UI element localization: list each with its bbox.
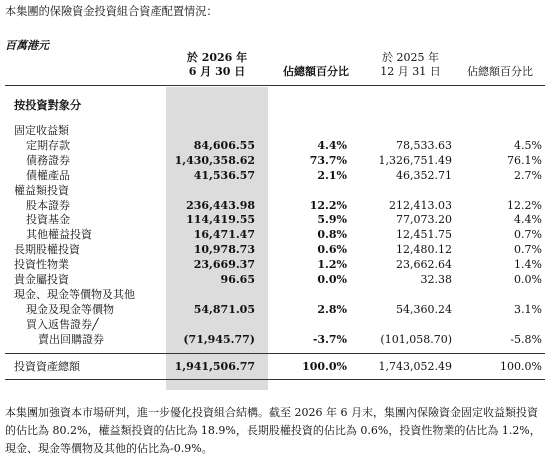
pct-2025: 4.4%: [514, 213, 542, 227]
row-label: 定期存款: [26, 138, 70, 152]
value-2026: 236,443.98: [186, 198, 255, 212]
value-2025: 46,352.71: [396, 168, 452, 182]
row-label: 其他權益投資: [26, 228, 92, 242]
value-2025: 12,480.12: [396, 243, 452, 257]
pct-2026: 2.8%: [317, 302, 347, 316]
value-2025: 78,533.63: [396, 138, 452, 152]
pct-2026: 73.7%: [309, 153, 347, 167]
header-2025: [362, 51, 459, 79]
pct-2025: 4.5%: [514, 138, 542, 152]
pct-2026: 4.4%: [317, 138, 347, 152]
value-2026: 10,978.73: [193, 243, 255, 257]
table-row: [0, 213, 550, 227]
header-rule: [5, 85, 545, 86]
header-2026-line1: 於 2026 年: [186, 51, 248, 64]
value-2026: 114,419.55: [186, 213, 255, 227]
row-label: 債權產品: [26, 168, 70, 182]
row-label: 固定收益類: [14, 124, 69, 137]
pct-2026: 1.2%: [317, 258, 347, 272]
value-2026: 1,430,358.62: [174, 153, 255, 167]
value-2025: 12,451.75: [396, 228, 452, 242]
value-2026: 16,471.47: [193, 228, 255, 242]
row-label: 債務證券: [26, 153, 70, 167]
row-label: 現金、現金等價物及其他: [14, 287, 135, 301]
commentary-paragraph: 本集團加強資本市場研判，進一步優化投資組合結構。截至 2026 年 6 月末，集團內保險資金固定收益類投資的佔比為 80.2%，權益類投資的佔比為 18.9%，長期股權投資的佔比為 0.6%，投資性物業的佔比為 1.2%，現金、現金等價物及其他的佔比為-0.9%。: [5, 406, 541, 455]
pct-2025: 0.7%: [514, 243, 542, 257]
row-label: 投資基金: [26, 213, 70, 227]
table-row: [0, 258, 550, 272]
total-rule-top: [5, 353, 545, 354]
value-2025: 1,326,751.49: [378, 153, 452, 167]
header-2025-line1: 於 2025 年: [382, 51, 439, 64]
total-pct-2026: 100.0%: [302, 359, 347, 373]
header-pct-2025: 佔總額百分比: [467, 65, 533, 78]
pct-2025: 2.7%: [514, 168, 542, 182]
header-2026-line2: 6 月 30 日: [188, 65, 246, 78]
total-pct-2025: 100.0%: [500, 359, 542, 373]
pct-2026: 0.6%: [317, 243, 347, 257]
value-2026: 23,669.37: [193, 258, 255, 272]
total-row: [0, 360, 550, 374]
table-row: [0, 333, 550, 347]
total-value-2026: 1,941,506.77: [174, 359, 255, 373]
value-2026: 54,871.05: [193, 302, 255, 316]
total-rule-bottom: [5, 379, 545, 380]
row-label: 權益類投資: [14, 183, 69, 197]
header-2025-line2: 12 月 31 日: [380, 65, 441, 78]
table-row: [0, 288, 550, 302]
value-2026: 84,606.55: [193, 138, 255, 152]
header-2026: [166, 51, 268, 79]
pct-2026: -3.7%: [312, 332, 347, 346]
table-row: [0, 124, 550, 138]
table-row: [0, 228, 550, 242]
table-row: [0, 318, 550, 332]
value-2025: (101,058.70): [380, 332, 452, 346]
unit-label: 百萬港元: [5, 39, 49, 52]
value-2025: 77,073.20: [396, 213, 452, 227]
header-pct-2026: 佔總額百分比: [283, 65, 349, 78]
pct-2026: 0.0%: [317, 273, 347, 286]
section-title: 按投資對象分: [14, 98, 82, 112]
total-label: 投資資產總額: [14, 359, 80, 373]
pct-2025: 0.7%: [514, 228, 542, 242]
table-row: [0, 154, 550, 168]
pct-2025: 76.1%: [507, 153, 542, 167]
value-2025: 54,360.24: [396, 302, 452, 316]
pct-2026: 5.9%: [317, 213, 347, 227]
table-row: [0, 243, 550, 257]
row-label: 投資性物業: [14, 258, 69, 272]
value-2025: 23,662.64: [396, 258, 452, 272]
table-row: [0, 139, 550, 153]
pct-2025: 12.2%: [507, 198, 542, 212]
row-label: 買入返售證券╱: [26, 317, 99, 331]
pct-2026: 2.1%: [317, 168, 347, 182]
table-row: [0, 273, 550, 287]
value-2025: 212,413.03: [389, 198, 452, 212]
total-value-2025: 1,743,052.49: [378, 359, 452, 373]
pct-2026: 0.8%: [317, 228, 347, 242]
row-label: 貴金屬投資: [14, 273, 69, 286]
row-label: 股本證券: [26, 198, 70, 212]
row-label: 長期股權投資: [14, 243, 80, 257]
pct-2025: -5.8%: [510, 332, 542, 346]
row-label: 現金及現金等價物: [26, 302, 114, 316]
pct-2025: 1.4%: [514, 258, 542, 272]
value-2026: 96.65: [220, 273, 255, 286]
table-row: [0, 303, 550, 317]
pct-2025: 0.0%: [514, 273, 542, 286]
intro-text: 本集團的保險資金投資組合資產配置情況：: [5, 5, 218, 18]
table-row: [0, 169, 550, 183]
table-row: [0, 184, 550, 198]
pct-2025: 3.1%: [514, 302, 542, 316]
value-2026: (71,945.77): [183, 332, 255, 346]
table-row: [0, 199, 550, 213]
pct-2026: 12.2%: [309, 198, 347, 212]
value-2026: 41,536.57: [193, 168, 255, 182]
row-label: 賣出回購證券: [38, 332, 104, 346]
value-2025: 32.38: [420, 273, 452, 286]
